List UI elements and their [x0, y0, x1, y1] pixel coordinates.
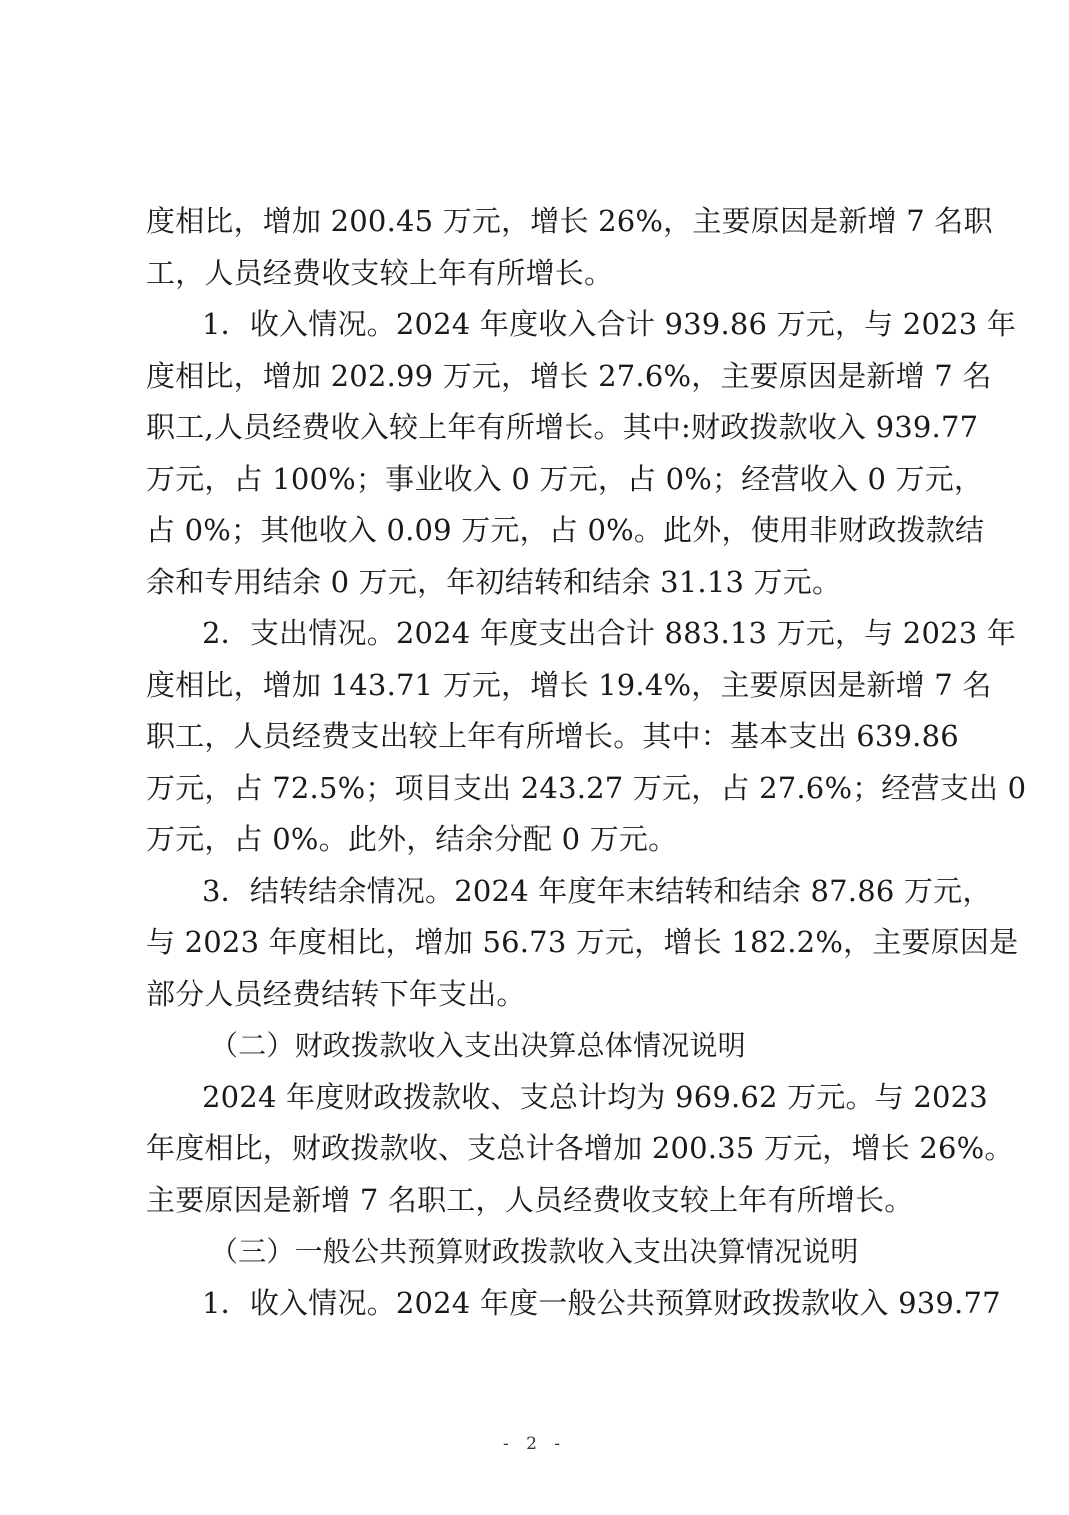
text-line: 万元，占 0%。此外，结余分配 0 万元。 [146, 822, 678, 856]
text-line: 部分人员经费结转下年支出。 [146, 976, 526, 1011]
text-line: 年度相比，财政拨款收、支总计各增加 200.35 万元，增长 26%。 [146, 1131, 1014, 1165]
text-line: 余和专用结余 0 万元，年初结转和结余 31.13 万元。 [146, 564, 842, 599]
document-body [146, 196, 1027, 1329]
paragraph-start-balance: 3．结转结余情况。2024 年度年末结转和结余 87.86 万元， [202, 873, 992, 908]
paragraph-start-general-budget-income: 1．收入情况。2024 年度一般公共预算财政拨款收入 939.77 [202, 1285, 1001, 1320]
text-line: 职工，人员经费支出较上年有所增长。其中：基本支出 639.86 [146, 719, 959, 753]
paragraph-start-fiscal-total: 2024 年度财政拨款收、支总计均为 969.62 万元。与 2023 [202, 1079, 988, 1114]
section-heading-2: （二）财政拨款收入支出决算总体情况说明 [210, 1029, 746, 1062]
text-line: 工，人员经费收支较上年有所增长。 [146, 255, 614, 290]
text-line: 度相比，增加 202.99 万元，增长 27.6%，主要原因是新增 7 名 [146, 358, 992, 393]
text-line: 占 0%；其他收入 0.09 万元，占 0%。此外，使用非财政拨款结 [146, 513, 985, 547]
text-line: 万元，占 72.5%；项目支出 243.27 万元，占 27.6%；经营支出 0 [146, 770, 1027, 805]
text-line: 职工,人员经费收入较上年有所增长。其中:财政拨款收入 939.77 [146, 410, 979, 444]
text-line: 主要原因是新增 7 名职工，人员经费收支较上年有所增长。 [146, 1182, 914, 1217]
text-line: 度相比，增加 143.71 万元，增长 19.4%，主要原因是新增 7 名 [146, 667, 992, 702]
text-line: 万元，占 100%；事业收入 0 万元，占 0%；经营收入 0 万元， [146, 461, 984, 496]
text-line: 与 2023 年度相比，增加 56.73 万元，增长 182.2%，主要原因是 [146, 925, 1019, 959]
page-number: - 2 - [502, 1434, 567, 1454]
text-line: 度相比，增加 200.45 万元，增长 26%，主要原因是新增 7 名职 [146, 204, 993, 238]
paragraph-start-expenditure: 2．支出情况。2024 年度支出合计 883.13 万元，与 2023 年 [202, 616, 1017, 650]
section-heading-3: （三）一般公共预算财政拨款收入支出决算情况说明 [210, 1235, 859, 1268]
paragraph-start-income: 1．收入情况。2024 年度收入合计 939.86 万元，与 2023 年 [202, 307, 1017, 341]
